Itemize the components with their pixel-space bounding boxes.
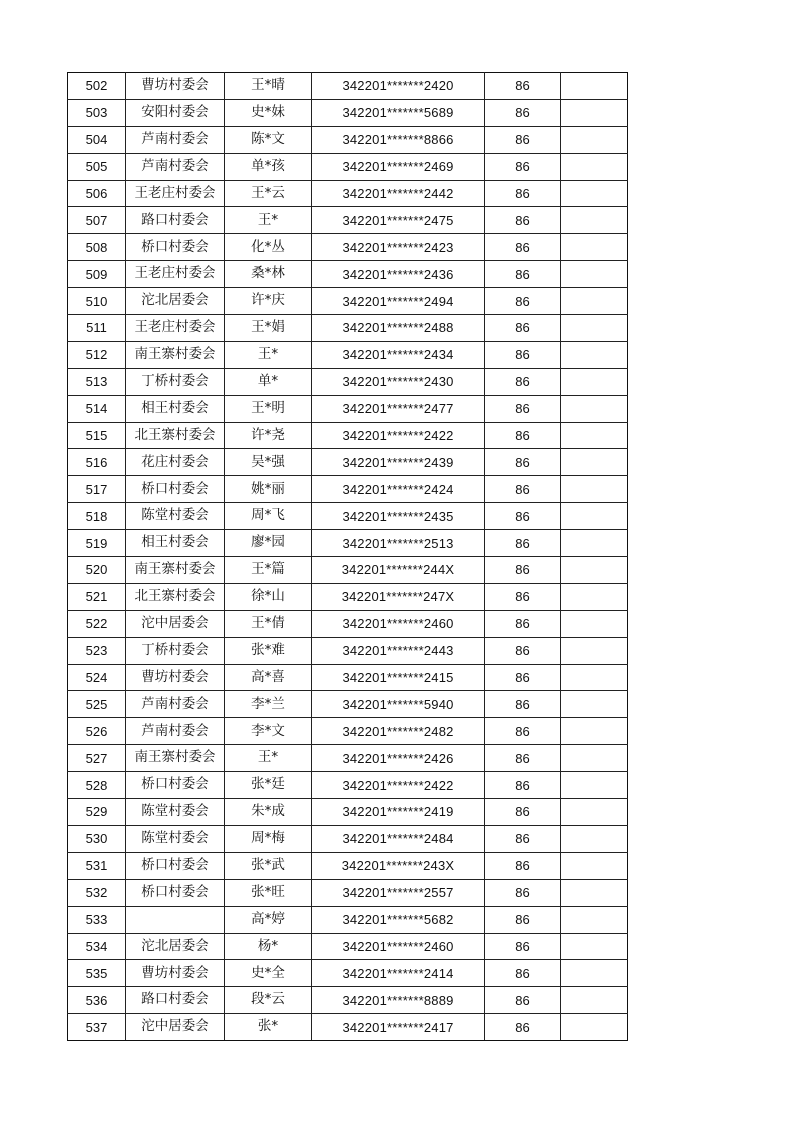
unit-cell: 王老庄村委会 [126, 261, 225, 288]
id-number-cell: 342201*******8889 [312, 987, 485, 1014]
row-number-cell: 518 [68, 503, 126, 530]
score-cell: 86 [485, 1014, 561, 1041]
row-number-cell: 521 [68, 583, 126, 610]
table-row [68, 825, 628, 852]
table-row [68, 503, 628, 530]
id-number-cell: 342201*******2430 [312, 368, 485, 395]
note-cell [561, 1014, 628, 1041]
unit-cell: 南王寨村委会 [126, 557, 225, 584]
score-cell: 86 [485, 879, 561, 906]
row-number-cell: 515 [68, 422, 126, 449]
name-cell: 杨* [225, 933, 312, 960]
name-cell: 周*梅 [225, 825, 312, 852]
table-row [68, 718, 628, 745]
table-row [68, 530, 628, 557]
id-number-cell: 342201*******5682 [312, 906, 485, 933]
score-cell: 86 [485, 180, 561, 207]
unit-cell: 陈堂村委会 [126, 825, 225, 852]
name-cell: 单* [225, 368, 312, 395]
name-cell: 陈*文 [225, 126, 312, 153]
table-row [68, 288, 628, 315]
unit-cell: 相王村委会 [126, 530, 225, 557]
table-row [68, 234, 628, 261]
row-number-cell: 534 [68, 933, 126, 960]
row-number-cell: 510 [68, 288, 126, 315]
row-number-cell: 523 [68, 637, 126, 664]
id-number-cell: 342201*******2460 [312, 933, 485, 960]
id-number-cell: 342201*******2420 [312, 73, 485, 100]
note-cell [561, 691, 628, 718]
note-cell [561, 153, 628, 180]
id-number-cell: 342201*******2484 [312, 825, 485, 852]
name-cell: 高*婷 [225, 906, 312, 933]
name-cell: 张* [225, 1014, 312, 1041]
name-cell: 单*孩 [225, 153, 312, 180]
row-number-cell: 512 [68, 341, 126, 368]
row-number-cell: 507 [68, 207, 126, 234]
score-cell: 86 [485, 341, 561, 368]
note-cell [561, 987, 628, 1014]
row-number-cell: 525 [68, 691, 126, 718]
note-cell [561, 261, 628, 288]
score-cell: 86 [485, 368, 561, 395]
score-cell: 86 [485, 153, 561, 180]
table-row [68, 422, 628, 449]
note-cell [561, 234, 628, 261]
row-number-cell: 527 [68, 745, 126, 772]
name-cell: 王*倩 [225, 610, 312, 637]
score-cell: 86 [485, 503, 561, 530]
note-cell [561, 637, 628, 664]
unit-cell: 王老庄村委会 [126, 180, 225, 207]
score-cell: 86 [485, 987, 561, 1014]
note-cell [561, 315, 628, 342]
row-number-cell: 503 [68, 99, 126, 126]
name-cell: 徐*山 [225, 583, 312, 610]
name-cell: 史*妹 [225, 99, 312, 126]
roster-table-body [68, 73, 628, 1041]
name-cell: 化*丛 [225, 234, 312, 261]
score-cell: 86 [485, 476, 561, 503]
note-cell [561, 395, 628, 422]
note-cell [561, 960, 628, 987]
score-cell: 86 [485, 288, 561, 315]
note-cell [561, 718, 628, 745]
id-number-cell: 342201*******2436 [312, 261, 485, 288]
unit-cell: 沱北居委会 [126, 288, 225, 315]
id-number-cell: 342201*******2482 [312, 718, 485, 745]
row-number-cell: 506 [68, 180, 126, 207]
id-number-cell: 342201*******2414 [312, 960, 485, 987]
unit-cell: 陈堂村委会 [126, 799, 225, 826]
table-row [68, 583, 628, 610]
id-number-cell: 342201*******2435 [312, 503, 485, 530]
score-cell: 86 [485, 207, 561, 234]
name-cell: 许*尧 [225, 422, 312, 449]
name-cell: 张*廷 [225, 772, 312, 799]
row-number-cell: 537 [68, 1014, 126, 1041]
id-number-cell: 342201*******2488 [312, 315, 485, 342]
id-number-cell: 342201*******2422 [312, 422, 485, 449]
note-cell [561, 73, 628, 100]
score-cell: 86 [485, 395, 561, 422]
roster-table [67, 72, 628, 1041]
name-cell: 王* [225, 207, 312, 234]
table-row [68, 153, 628, 180]
note-cell [561, 476, 628, 503]
row-number-cell: 519 [68, 530, 126, 557]
name-cell: 王*娟 [225, 315, 312, 342]
table-row [68, 126, 628, 153]
name-cell: 朱*成 [225, 799, 312, 826]
id-number-cell: 342201*******2513 [312, 530, 485, 557]
unit-cell: 曹坊村委会 [126, 664, 225, 691]
note-cell [561, 449, 628, 476]
row-number-cell: 504 [68, 126, 126, 153]
score-cell: 86 [485, 637, 561, 664]
score-cell: 86 [485, 99, 561, 126]
table-row [68, 772, 628, 799]
unit-cell: 芦南村委会 [126, 691, 225, 718]
score-cell: 86 [485, 799, 561, 826]
name-cell: 高*喜 [225, 664, 312, 691]
id-number-cell: 342201*******2417 [312, 1014, 485, 1041]
note-cell [561, 933, 628, 960]
note-cell [561, 799, 628, 826]
unit-cell: 芦南村委会 [126, 153, 225, 180]
score-cell: 86 [485, 315, 561, 342]
row-number-cell: 531 [68, 852, 126, 879]
score-cell: 86 [485, 73, 561, 100]
table-row [68, 315, 628, 342]
row-number-cell: 502 [68, 73, 126, 100]
name-cell: 张*武 [225, 852, 312, 879]
unit-cell: 路口村委会 [126, 987, 225, 1014]
unit-cell: 王老庄村委会 [126, 315, 225, 342]
name-cell: 廖*园 [225, 530, 312, 557]
table-row [68, 987, 628, 1014]
unit-cell: 南王寨村委会 [126, 745, 225, 772]
note-cell [561, 126, 628, 153]
score-cell: 86 [485, 557, 561, 584]
unit-cell: 花庄村委会 [126, 449, 225, 476]
unit-cell: 桥口村委会 [126, 772, 225, 799]
id-number-cell: 342201*******5689 [312, 99, 485, 126]
note-cell [561, 879, 628, 906]
score-cell: 86 [485, 610, 561, 637]
name-cell: 王*云 [225, 180, 312, 207]
row-number-cell: 529 [68, 799, 126, 826]
note-cell [561, 341, 628, 368]
row-number-cell: 526 [68, 718, 126, 745]
row-number-cell: 516 [68, 449, 126, 476]
note-cell [561, 906, 628, 933]
table-row [68, 261, 628, 288]
table-row [68, 960, 628, 987]
unit-cell: 芦南村委会 [126, 718, 225, 745]
id-number-cell: 342201*******2469 [312, 153, 485, 180]
table-row [68, 368, 628, 395]
id-number-cell: 342201*******2443 [312, 637, 485, 664]
name-cell: 王*明 [225, 395, 312, 422]
name-cell: 周*飞 [225, 503, 312, 530]
unit-cell: 路口村委会 [126, 207, 225, 234]
unit-cell: 桥口村委会 [126, 234, 225, 261]
unit-cell: 北王寨村委会 [126, 422, 225, 449]
row-number-cell: 532 [68, 879, 126, 906]
score-cell: 86 [485, 960, 561, 987]
id-number-cell: 342201*******2434 [312, 341, 485, 368]
id-number-cell: 342201*******244X [312, 557, 485, 584]
table-row [68, 180, 628, 207]
note-cell [561, 180, 628, 207]
table-row [68, 341, 628, 368]
row-number-cell: 511 [68, 315, 126, 342]
row-number-cell: 536 [68, 987, 126, 1014]
row-number-cell: 528 [68, 772, 126, 799]
unit-cell: 桥口村委会 [126, 852, 225, 879]
table-row [68, 691, 628, 718]
score-cell: 86 [485, 261, 561, 288]
row-number-cell: 522 [68, 610, 126, 637]
score-cell: 86 [485, 664, 561, 691]
score-cell: 86 [485, 933, 561, 960]
unit-cell: 丁桥村委会 [126, 637, 225, 664]
id-number-cell: 342201*******2477 [312, 395, 485, 422]
table-row [68, 852, 628, 879]
note-cell [561, 557, 628, 584]
id-number-cell: 342201*******2422 [312, 772, 485, 799]
note-cell [561, 288, 628, 315]
note-cell [561, 610, 628, 637]
note-cell [561, 368, 628, 395]
name-cell: 王* [225, 341, 312, 368]
name-cell: 李*兰 [225, 691, 312, 718]
table-row [68, 799, 628, 826]
id-number-cell: 342201*******8866 [312, 126, 485, 153]
name-cell: 王*篇 [225, 557, 312, 584]
row-number-cell: 513 [68, 368, 126, 395]
name-cell: 王* [225, 745, 312, 772]
unit-cell: 桥口村委会 [126, 476, 225, 503]
score-cell: 86 [485, 449, 561, 476]
score-cell: 86 [485, 583, 561, 610]
unit-cell: 相王村委会 [126, 395, 225, 422]
unit-cell: 丁桥村委会 [126, 368, 225, 395]
name-cell: 许*庆 [225, 288, 312, 315]
row-number-cell: 520 [68, 557, 126, 584]
table-row [68, 557, 628, 584]
table-row [68, 664, 628, 691]
id-number-cell: 342201*******243X [312, 852, 485, 879]
score-cell: 86 [485, 906, 561, 933]
score-cell: 86 [485, 718, 561, 745]
name-cell: 桑*林 [225, 261, 312, 288]
score-cell: 86 [485, 234, 561, 261]
row-number-cell: 505 [68, 153, 126, 180]
note-cell [561, 583, 628, 610]
unit-cell: 北王寨村委会 [126, 583, 225, 610]
name-cell: 段*云 [225, 987, 312, 1014]
score-cell: 86 [485, 852, 561, 879]
note-cell [561, 207, 628, 234]
unit-cell: 沱北居委会 [126, 933, 225, 960]
row-number-cell: 514 [68, 395, 126, 422]
id-number-cell: 342201*******247X [312, 583, 485, 610]
note-cell [561, 422, 628, 449]
row-number-cell: 508 [68, 234, 126, 261]
unit-cell: 芦南村委会 [126, 126, 225, 153]
score-cell: 86 [485, 825, 561, 852]
id-number-cell: 342201*******2415 [312, 664, 485, 691]
unit-cell: 沱中居委会 [126, 1014, 225, 1041]
unit-cell: 曹坊村委会 [126, 73, 225, 100]
unit-cell: 安阳村委会 [126, 99, 225, 126]
id-number-cell: 342201*******2475 [312, 207, 485, 234]
id-number-cell: 342201*******2424 [312, 476, 485, 503]
id-number-cell: 342201*******2442 [312, 180, 485, 207]
score-cell: 86 [485, 530, 561, 557]
table-row [68, 395, 628, 422]
name-cell: 王*晴 [225, 73, 312, 100]
note-cell [561, 99, 628, 126]
row-number-cell: 517 [68, 476, 126, 503]
table-row [68, 637, 628, 664]
table-row [68, 207, 628, 234]
unit-cell: 沱中居委会 [126, 610, 225, 637]
name-cell: 史*全 [225, 960, 312, 987]
unit-cell: 陈堂村委会 [126, 503, 225, 530]
table-row [68, 933, 628, 960]
name-cell: 姚*丽 [225, 476, 312, 503]
table-row [68, 906, 628, 933]
note-cell [561, 772, 628, 799]
id-number-cell: 342201*******2439 [312, 449, 485, 476]
note-cell [561, 530, 628, 557]
id-number-cell: 342201*******2557 [312, 879, 485, 906]
id-number-cell: 342201*******2423 [312, 234, 485, 261]
id-number-cell: 342201*******2460 [312, 610, 485, 637]
id-number-cell: 342201*******2494 [312, 288, 485, 315]
note-cell [561, 503, 628, 530]
note-cell [561, 852, 628, 879]
name-cell: 吴*强 [225, 449, 312, 476]
unit-cell: 曹坊村委会 [126, 960, 225, 987]
id-number-cell: 342201*******5940 [312, 691, 485, 718]
row-number-cell: 533 [68, 906, 126, 933]
note-cell [561, 825, 628, 852]
unit-cell: 桥口村委会 [126, 879, 225, 906]
table-row [68, 879, 628, 906]
table-row [68, 449, 628, 476]
table-row [68, 476, 628, 503]
score-cell: 86 [485, 772, 561, 799]
row-number-cell: 530 [68, 825, 126, 852]
score-cell: 86 [485, 422, 561, 449]
id-number-cell: 342201*******2419 [312, 799, 485, 826]
name-cell: 张*难 [225, 637, 312, 664]
row-number-cell: 509 [68, 261, 126, 288]
name-cell: 张*旺 [225, 879, 312, 906]
unit-cell: 南王寨村委会 [126, 341, 225, 368]
table-row [68, 610, 628, 637]
unit-cell [126, 906, 225, 933]
table-row [68, 73, 628, 100]
table-row [68, 99, 628, 126]
note-cell [561, 745, 628, 772]
table-row [68, 745, 628, 772]
score-cell: 86 [485, 745, 561, 772]
name-cell: 李*文 [225, 718, 312, 745]
table-row [68, 1014, 628, 1041]
row-number-cell: 524 [68, 664, 126, 691]
row-number-cell: 535 [68, 960, 126, 987]
note-cell [561, 664, 628, 691]
id-number-cell: 342201*******2426 [312, 745, 485, 772]
score-cell: 86 [485, 691, 561, 718]
score-cell: 86 [485, 126, 561, 153]
